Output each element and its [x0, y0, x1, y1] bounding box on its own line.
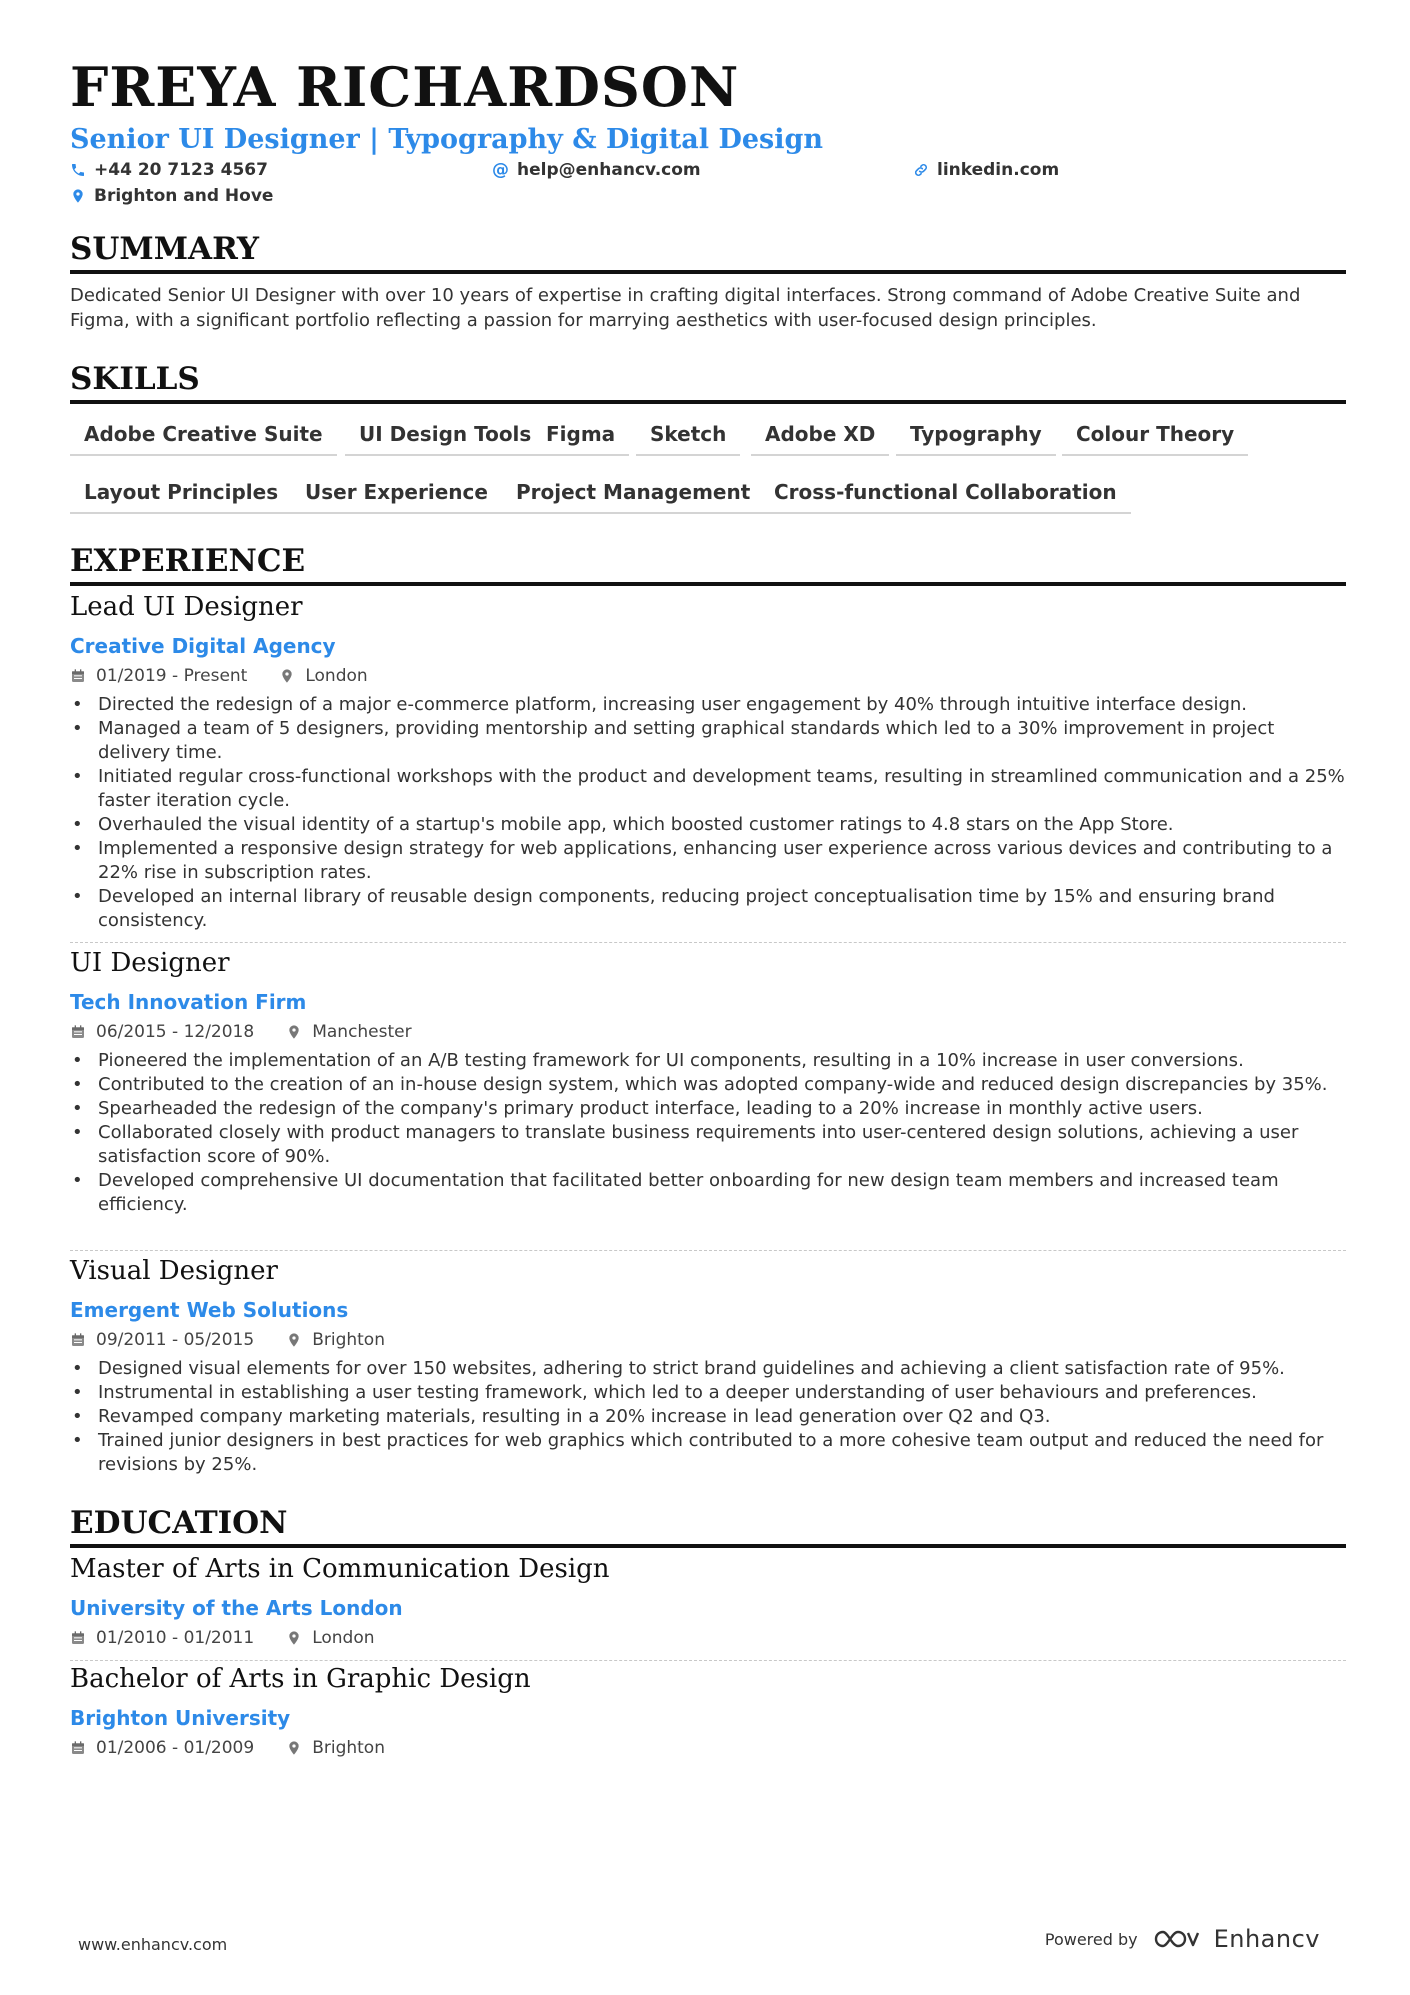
summary-heading: SUMMARY [70, 232, 1346, 274]
footer-branding [1045, 1925, 1320, 1953]
calendar-icon [70, 1630, 86, 1646]
job-bullets [70, 1357, 1346, 1477]
calendar-icon [70, 668, 86, 684]
skill-tag: Sketch [636, 422, 740, 456]
education-meta [70, 1738, 385, 1758]
skill-tag: Adobe Creative Suite [70, 422, 337, 456]
contact-row-2 [70, 186, 670, 210]
location-text: Brighton and Hove [94, 186, 274, 206]
phone-text: +44 20 7123 4567 [94, 160, 268, 180]
company-name: Emergent Web Solutions [70, 1298, 349, 1322]
summary-text: Dedicated Senior UI Designer with over 10 years of expertise in crafting digital interfaces. Strong command of Adobe Creative Suite and Figma, with a significant portfolio reflecting a passion for marrying aesthetics with user-focused design principles. [70, 285, 1301, 331]
bullet-item: • Implemented a responsive design strategy for web applications, enhancing user experience across various devices and contributing to a 22% rise in subscription rates. [70, 837, 1346, 885]
location-pin-icon [279, 668, 295, 684]
company-name: Creative Digital Agency [70, 634, 336, 658]
email-contact[interactable] [492, 160, 701, 180]
bullet-item: • Designed visual elements for over 150 websites, adhering to strict brand guidelines and achieving a client satisfaction rate of 95%. [70, 1357, 1346, 1381]
job-title: Visual Designer [70, 1256, 278, 1286]
bullet-item: • Collaborated closely with product managers to translate business requirements into user-centered design solutions, achieving a user satisfaction score of 90%. [70, 1121, 1346, 1169]
job-location [286, 1330, 385, 1350]
bullet-item: • Instrumental in establishing a user testing framework, which led to a deeper understanding of user behaviours and preferences. [70, 1381, 1346, 1405]
school-name: University of the Arts London [70, 1596, 403, 1620]
location-pin-icon [70, 188, 86, 204]
education-location [286, 1738, 385, 1758]
location-pin-icon [286, 1332, 302, 1348]
bullet-item: • Developed comprehensive UI documentation that facilitated better onboarding for new design team members and increased team efficiency. [70, 1169, 1346, 1217]
company-name: Tech Innovation Firm [70, 990, 307, 1014]
job-dates: 06/2015 - 12/2018 [96, 1022, 255, 1042]
calendar-icon [70, 1740, 86, 1756]
candidate-headline: Senior UI Designer | Typography & Digital Design [70, 124, 824, 155]
job-bullets [70, 693, 1346, 933]
location-pin-icon [286, 1740, 302, 1756]
link-icon [913, 162, 929, 178]
calendar-icon [70, 1024, 86, 1040]
job-title: UI Designer [70, 948, 230, 978]
bullet-item: • Managed a team of 5 designers, providing mentorship and setting graphical standards which led to a 30% improvement in project delivery time. [70, 717, 1346, 765]
linkedin-contact[interactable] [913, 160, 1059, 180]
bullet-item: • Pioneered the implementation of an A/B testing framework for UI components, resulting in a 10% increase in user conversions. [70, 1049, 1346, 1073]
skill-tag: Project Management [502, 480, 764, 514]
location-pin-icon [286, 1024, 302, 1040]
job-location-text: Brighton [312, 1330, 385, 1350]
skill-tag: Layout Principles [70, 480, 292, 514]
divider [70, 942, 1346, 943]
phone-icon [70, 162, 86, 178]
at-icon: @ [492, 160, 509, 180]
education-location-text: London [312, 1628, 375, 1648]
email-text: help@enhancv.com [517, 160, 701, 180]
skill-tag: Colour Theory [1062, 422, 1248, 456]
skill-tag: Figma [532, 422, 629, 456]
experience-heading: EXPERIENCE [70, 544, 1346, 586]
bullet-item: • Initiated regular cross-functional workshops with the product and development teams, resulting in streamlined communication and a 25% faster iteration cycle. [70, 765, 1346, 813]
education-heading: EDUCATION [70, 1506, 1346, 1548]
job-location-text: Manchester [312, 1022, 412, 1042]
skill-tag: Typography [896, 422, 1056, 456]
bullet-item: • Overhauled the visual identity of a startup's mobile app, which boosted customer ratings to 4.8 stars on the App Store. [70, 813, 1346, 837]
education-dates: 01/2006 - 01/2009 [96, 1738, 255, 1758]
location-contact [70, 186, 273, 206]
job-title: Lead UI Designer [70, 592, 303, 622]
degree-title: Master of Arts in Communication Design [70, 1554, 610, 1584]
education-meta [70, 1628, 375, 1648]
job-meta [70, 1022, 412, 1042]
skill-tag: UI Design Tools [345, 422, 545, 456]
skill-tag: Adobe XD [751, 422, 889, 456]
calendar-icon [70, 1332, 86, 1348]
job-location [286, 1022, 411, 1042]
skill-tag: Cross-functional Collaboration [760, 480, 1131, 514]
job-bullets [70, 1049, 1346, 1217]
skills-heading: SKILLS [70, 362, 1346, 404]
school-name: Brighton University [70, 1706, 291, 1730]
phone-contact[interactable] [70, 160, 268, 180]
bullet-item: • Directed the redesign of a major e-commerce platform, increasing user engagement by 40% through intuitive interface design. [70, 693, 1346, 717]
candidate-name: FREYA RICHARDSON [70, 55, 740, 119]
job-location [279, 666, 367, 686]
powered-by-label: Powered by [1044, 1929, 1138, 1949]
job-location-text: London [305, 666, 368, 686]
footer-website[interactable]: www.enhancv.com [78, 1935, 228, 1954]
job-meta [70, 666, 368, 686]
brand-name: Enhancv [1213, 1925, 1320, 1953]
bullet-item: • Spearheaded the redesign of the company's primary product interface, leading to a 20% increase in monthly active users. [70, 1097, 1346, 1121]
linkedin-text: linkedin.com [937, 160, 1060, 180]
bullet-item: • Revamped company marketing materials, resulting in a 20% increase in lead generation over Q2 and Q3. [70, 1405, 1346, 1429]
job-dates: 01/2019 - Present [96, 666, 248, 686]
contact-row-1 [70, 160, 1346, 184]
education-location-text: Brighton [312, 1738, 385, 1758]
enhancv-logo-icon [1152, 1927, 1200, 1951]
divider [70, 1250, 1346, 1251]
skill-tag: User Experience [291, 480, 502, 514]
bullet-item: • Trained junior designers in best practices for web graphics which contributed to a more cohesive team output and reduced the need for revisions by 25%. [70, 1429, 1346, 1477]
bullet-item: • Developed an internal library of reusable design components, reducing project conceptualisation time by 15% and ensuring brand consistency. [70, 885, 1346, 933]
bullet-item: • Contributed to the creation of an in-house design system, which was adopted company-wide and reduced design discrepancies by 35%. [70, 1073, 1346, 1097]
location-pin-icon [286, 1630, 302, 1646]
job-meta [70, 1330, 385, 1350]
education-location [286, 1628, 374, 1648]
degree-title: Bachelor of Arts in Graphic Design [70, 1664, 531, 1694]
education-dates: 01/2010 - 01/2011 [96, 1628, 255, 1648]
job-dates: 09/2011 - 05/2015 [96, 1330, 255, 1350]
divider [70, 1660, 1346, 1661]
